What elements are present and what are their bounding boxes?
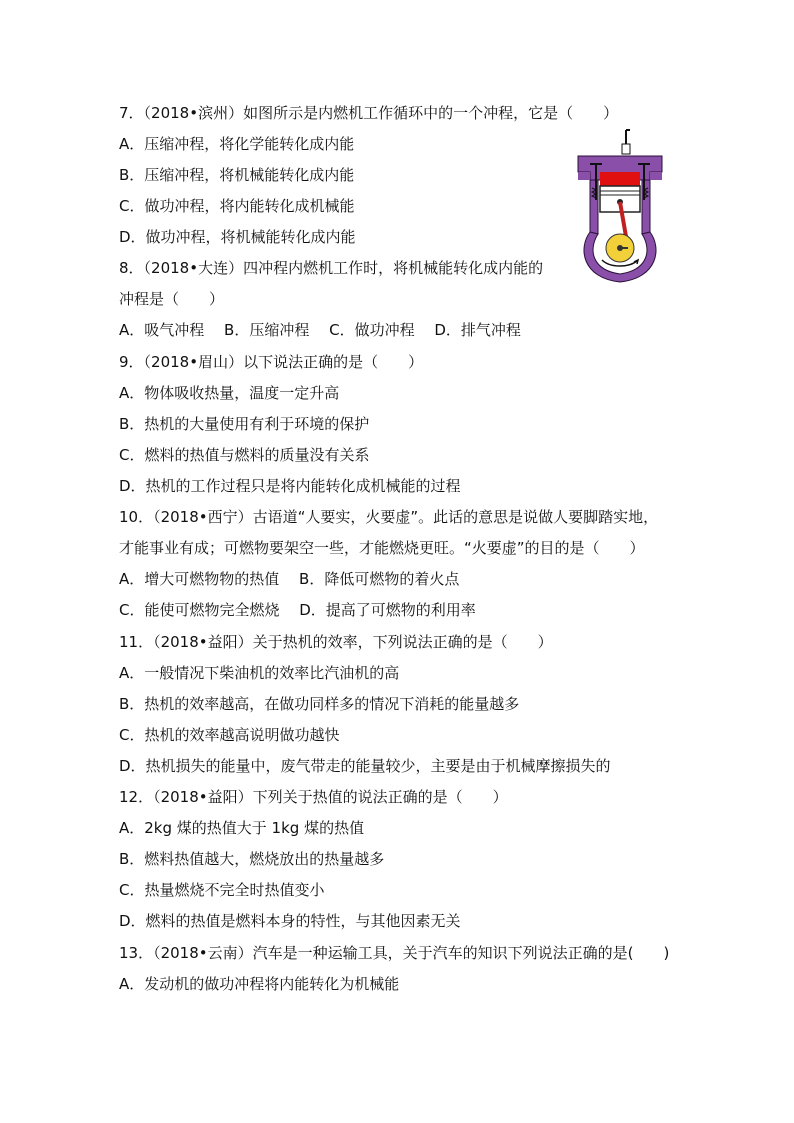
question-11-stem: 11．（2018•益阳）关于热机的效率，下列说法正确的是（ ） [119,633,553,651]
engine-cylinder-icon [574,128,666,286]
question-7-option-b: B．压缩冲程，将机械能转化成内能 [119,166,355,184]
question-11-option-a: A．一般情况下柴油机的效率比汽油机的高 [119,664,400,682]
question-9-stem: 9．（2018•眉山）以下说法正确的是（ ） [119,353,424,371]
question-10-options-ab: A．增大可燃物物的热值 B．降低可燃物的着火点 [119,570,460,588]
question-11-option-d: D．热机损失的能量中，废气带走的能量较少，主要是由于机械摩擦损失的 [119,757,611,775]
crankshaft-icon [602,234,638,266]
question-12-option-b: B．燃料热值越大，燃烧放出的热量越多 [119,850,385,868]
question-10-stem-line-1: 10．（2018•西宁）古语道“人要实，火要虚”。此话的意思是说做人要脚踏实地， [119,508,659,526]
question-10-options-cd: C．能使可燃物完全燃烧 D．提高了可燃物的利用率 [119,601,476,619]
question-11-option-b: B．热机的效率越高，在做功同样多的情况下消耗的能量越多 [119,695,520,713]
question-7-option-c: C．做功冲程，将内能转化成机械能 [119,197,355,215]
question-9-option-d: D．热机的工作过程只是将内能转化成机械能的过程 [119,477,461,495]
question-9-option-b: B．热机的大量使用有利于环境的保护 [119,415,370,433]
question-13-option-a: A．发动机的做功冲程将内能转化为机械能 [119,975,400,993]
question-9-option-c: C．燃料的热值与燃料的质量没有关系 [119,446,370,464]
question-11-option-c: C．热机的效率越高说明做功越快 [119,726,340,744]
spark-plug-icon [622,130,630,154]
question-7-stem: 7．（2018•滨州）如图所示是内燃机工作循环中的一个冲程，它是（ ） [119,104,619,122]
question-10-stem-line-2: 才能事业有成；可燃物要架空一些，才能燃烧更旺。“火要虚”的目的是（ ） [119,539,645,557]
compressed-gas [600,172,640,186]
question-12-stem: 12．（2018•益阳）下列关于热值的说法正确的是（ ） [119,788,508,806]
question-9-option-a: A．物体吸收热量，温度一定升高 [119,384,340,402]
question-8-stem-line-1: 8．（2018•大连）四冲程内燃机工作时，将机械能转化成内能的 [119,259,544,277]
question-8-stem-line-2: 冲程是（ ） [119,290,225,308]
question-7-option-d: D．做功冲程，将机械能转化成内能 [119,228,356,246]
question-12-option-c: C．热量燃烧不完全时热值变小 [119,881,325,899]
question-13-stem: 13．（2018•云南）汽车是一种运输工具，关于汽车的知识下列说法正确的是( ) [119,944,670,962]
question-12-option-a: A．2kg 煤的热值大于 1kg 煤的热值 [119,819,365,837]
question-8-options: A．吸气冲程 B．压缩冲程 C．做功冲程 D．排气冲程 [119,321,521,339]
question-12-option-d: D．燃料的热值是燃料本身的特性，与其他因素无关 [119,912,461,930]
question-7-option-a: A．压缩冲程，将化学能转化成内能 [119,135,355,153]
